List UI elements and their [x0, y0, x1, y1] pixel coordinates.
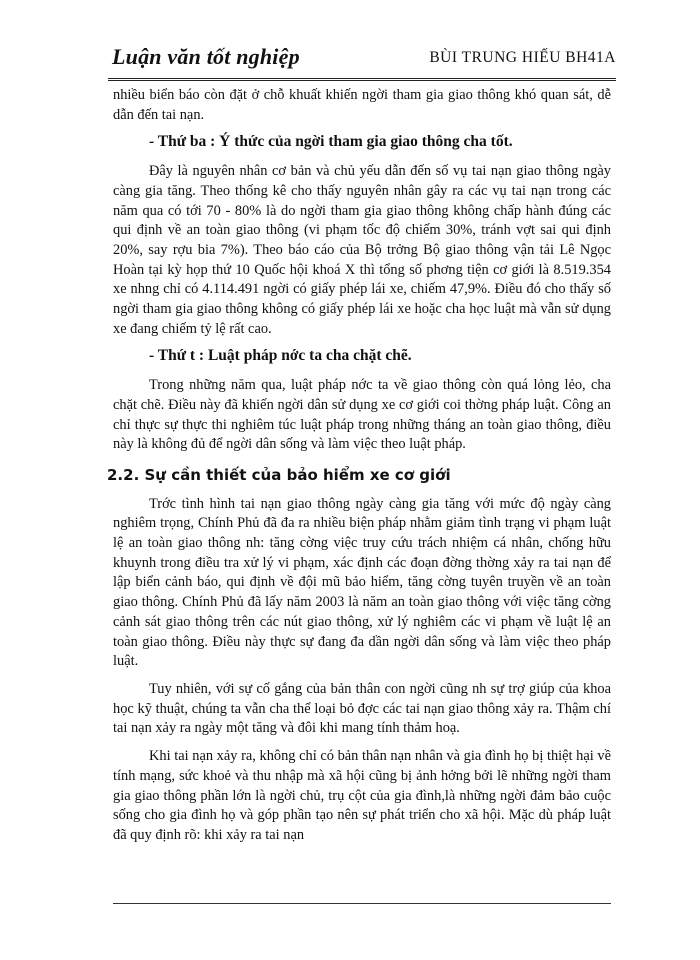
paragraph-continuation: nhiều biển báo còn đặt ở chỗ khuất khiến ngời tham gia giao thông khó quan sát, dễ dẫn đến tai nạn.	[113, 87, 611, 123]
paragraph-government-measures: Trớc tình hình tai nạn giao thông ngày càng gia tăng với mức độ ngày càng nghiêm trọng, Chính Phủ đã đa ra nhiều biện pháp nhằm giảm tình trạng vi phạm luật lệ an toàn giao thông nh: tăng cờng việc truy cứu trách nhiệm cá nhân, chống hữu khuynh trong điều tra xử lý vi phạm, xác định các đoạn đờng thờng xảy ra tai nạn để lập biển cảnh báo, qui định về đội mũ bảo hiểm, tăng cờng tuyên truyền về an toàn giao thông. Chính Phủ đã lấy năm 2003 là năm an toàn giao thông với việc tăng cờng cảnh sát giao thông trên các nút giao thông, xử lý nghiêm các vi phạm về luật lệ an toàn giao thông. Điều này thực sự đang đa dần ngời dân sống và làm việc theo pháp luật.	[113, 495, 611, 670]
paragraph-law: Trong những năm qua, luật pháp nớc ta về giao thông còn quá lỏng lẻo, cha chặt chẽ. Điều này đã khiến ngời dân sử dụng xe cơ giới coi thờng pháp luật. Công an chỉ thực sự thực thi nghiêm túc luật pháp trong những tháng an toàn giao thông, điều này là không đủ để ngời dân sống và làm việc theo luật pháp.	[113, 377, 611, 453]
subheading-fourth-cause: - Thứ t : Luật pháp nớc ta cha chặt chẽ.	[149, 347, 412, 365]
page-header	[108, 38, 616, 78]
subheading-third-cause: - Thứ ba : Ý thức của ngời tham gia giao thông cha tốt.	[149, 133, 513, 151]
header-thesis-title: Luận văn tốt nghiệp	[112, 44, 300, 69]
section-heading: 2.2. Sự cần thiết của bảo hiểm xe cơ giới	[107, 465, 451, 484]
paragraph-awareness: Đây là nguyên nhân cơ bản và chủ yếu dẫn đến số vụ tai nạn giao thông ngày càng gia tăng. Theo thống kê cho thấy nguyên nhân gây ra các vụ tai nạn trong các năm qua có tới 70 - 80% là do ngời tham gia giao thông không chấp hành đúng các qui định về an toàn giao thông (vi phạm tốc độ chiếm 30%, tránh vợt sai qui định 20%, say rợu bia 7%). Theo báo cáo của Bộ trởng Bộ giao thông vận tải Lê Ngọc Hoàn tại kỳ họp thứ 10 Quốc hội khoá X thì tổng số phơng tiện cơ giới là 8.519.354 xe nhng chỉ có 4.114.491 ngời có giấy phép lái xe, chiếm 47,9%. Điều đó cho thấy số ngời tham gia giao thông không có giấy phép lái xe hoặc cha học luật mà vẫn sử dụng xe đang chiếm tỷ lệ rất cao.	[113, 163, 611, 337]
document-body	[107, 86, 611, 846]
header-author: BÙI TRUNG HIẾU BH41A	[429, 49, 616, 66]
paragraph-however: Tuy nhiên, với sự cố gắng của bản thân con ngời cũng nh sự trợ giúp của khoa học kỹ thuật, chúng ta vẫn cha thể loại bỏ đợc các tai nạn giao thông xảy ra. Thậm chí tai nạn xảy ra ngày một tăng và đôi khi mang tính thảm hoạ.	[113, 680, 611, 737]
footer-divider	[113, 903, 611, 904]
header-divider	[108, 78, 616, 81]
paragraph-accident-impact: Khi tai nạn xảy ra, không chỉ có bản thân nạn nhân và gia đình họ bị thiệt hại về tính mạng, sức khoẻ và thu nhập mà xã hội cũng bị ảnh hởng bởi lẽ những ngời tham gia giao thông phần lớn là ngời chủ, trụ cột của gia đình,là những ngời đảm bảo cuộc sống cho gia đình họ và góp phần tạo nên sự phát triển cho xã hội. Mặc dù pháp luật đã quy định rõ: khi xảy ra tai nạn	[113, 748, 611, 843]
